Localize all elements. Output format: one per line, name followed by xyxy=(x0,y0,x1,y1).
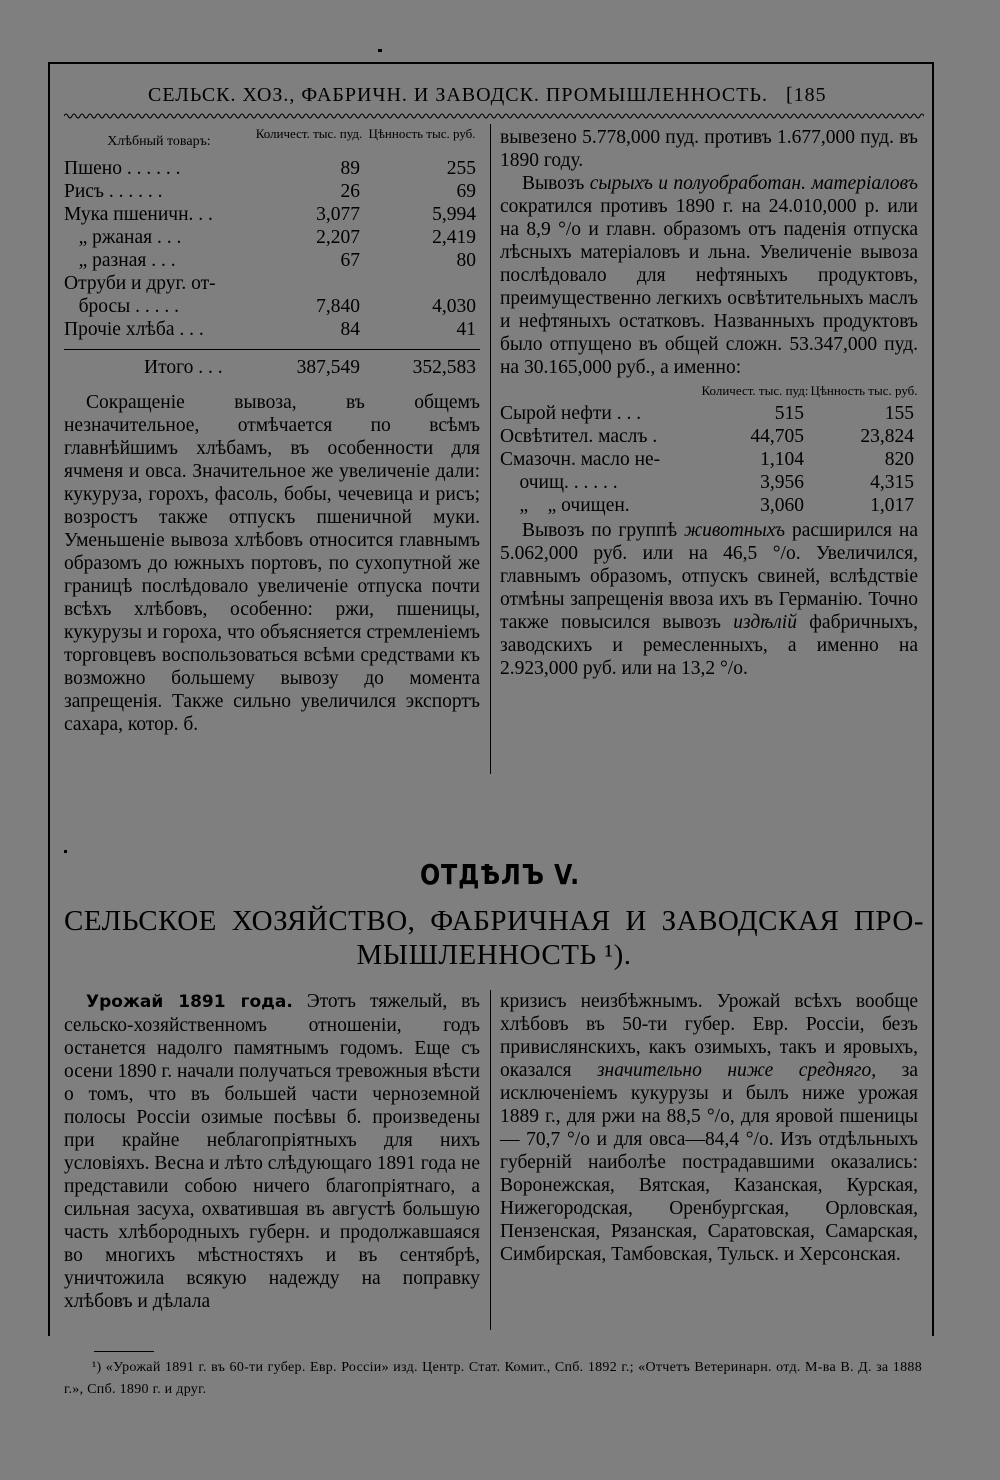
scan-dot xyxy=(64,850,67,853)
col-header-qty: Количест. тыс. пуд. xyxy=(255,126,363,141)
row-qty: 26 xyxy=(340,181,360,202)
total-qty: 387,549 xyxy=(296,357,360,378)
right-paragraph-2: Вывозъ по группѣ животныхъ расширился на 5.062,000 руб. или на 46,5 °/о. Увеличился, главнымъ образомъ, отпускъ свиней, вслѣдствіе отмѣны запрещенія ввоза ихъ въ Германію. Точно также повысился вывозъ издѣлій фабричныхъ, заводскихъ и ремесленныхъ, а именно на 2.923,000 руб. или на 13,2 °/о. xyxy=(500,520,918,679)
row-val: 4,030 xyxy=(432,296,476,317)
left-column-top xyxy=(64,126,480,736)
total-label: Итого . . . xyxy=(144,357,223,378)
oil-col-header-qty: Количест. тыс. пуд: xyxy=(701,383,809,398)
row-val: 255 xyxy=(446,158,476,179)
table-row xyxy=(64,203,480,226)
grain-table-header xyxy=(64,126,480,149)
oil-table-body xyxy=(500,402,918,517)
wavy-rule xyxy=(64,111,924,121)
table-row xyxy=(64,318,480,341)
row-qty: 1,104 xyxy=(760,449,804,470)
row-qty: 3,060 xyxy=(760,495,804,516)
scan-dot xyxy=(378,49,382,52)
row-name: „ ржаная . . . xyxy=(64,227,182,248)
table-row xyxy=(500,448,918,471)
table-row xyxy=(64,295,480,318)
row-name: Смазочн. масло не- xyxy=(500,449,661,470)
row-name: Освѣтител. маслъ . xyxy=(500,426,658,447)
page-number: [185 xyxy=(785,84,827,106)
row-name: „ „ очищен. xyxy=(500,495,630,516)
table-row xyxy=(500,494,918,517)
footnote xyxy=(64,1357,922,1401)
row-val: 2,419 xyxy=(432,227,476,248)
row-val: 4,315 xyxy=(870,472,914,493)
column-separator-bottom xyxy=(490,990,491,1330)
table-row xyxy=(64,249,480,272)
page-frame-right xyxy=(932,62,934,1336)
bottom-right-paragraph: кризисъ неизбѣжнымъ. Урожай всѣхъ вообще хлѣбовъ въ 50-ти губер. Евр. Россіи, безъ привислянскихъ, какъ озимыхъ, такъ и яровыхъ, оказался значительно ниже средняго, за исключеніемъ кукурузы и былъ ниже урожая 1889 г., для ржи на 88,5 °/о, для яровой пшеницы — 70,7 °/о и для овса—84,4 °/о. Изъ отдѣльныхъ губерній наиболѣе пострадавшими оказались: Воронежская, Вятская, Казанская, Курская, Нижегородская, Оренбургская, Орловская, Пензенская, Рязанская, Саратовская, Самарская, Симбирская, Тамбовская, Тульск. и Херсонская. xyxy=(500,991,919,1265)
section-heading: ОТДѢЛЪ V. xyxy=(419,858,581,891)
row-qty: 7,840 xyxy=(316,296,360,317)
section-title xyxy=(64,904,924,972)
table-row xyxy=(64,272,480,295)
row-val: 69 xyxy=(456,181,476,202)
row-qty: 3,077 xyxy=(316,204,360,225)
table-row xyxy=(500,402,918,425)
row-qty: 3,956 xyxy=(760,472,804,493)
col-header-val: Цѣнность тыс. руб. xyxy=(368,126,476,141)
row-qty: 89 xyxy=(340,158,360,179)
row-val xyxy=(360,272,476,295)
grain-table-rule xyxy=(64,349,480,350)
table-row xyxy=(64,157,480,180)
row-qty: 67 xyxy=(340,250,360,271)
row-qty: 84 xyxy=(340,319,360,340)
row-val: 41 xyxy=(456,319,476,340)
emphasis-text: издѣлій xyxy=(733,612,797,633)
right-column-top xyxy=(500,126,918,680)
right-paragraph-1: Вывозъ сырыхъ и полуобработан. матеріаловъ сократился противъ 1890 г. на 24.010,000 р. или на 8,9 °/о и главн. образомъ отъ паденія отпуска лѣсныхъ матеріаловъ и льна. Увеличеніе вывоза послѣдовало для нефтяныхъ продуктовъ, преимущественно легкихъ освѣтительныхъ маслъ и нефтяныхъ остатковъ. Названныхъ продуктовъ было отпущено въ общей сложн. 53.347,000 пуд. на 30.165,000 руб., а именно: xyxy=(500,173,918,378)
row-name: бросы . . . . . xyxy=(64,296,180,317)
right-column-bottom xyxy=(500,990,918,1266)
paragraph-heading: Урожай 1891 года. xyxy=(86,992,293,1012)
row-qty: 515 xyxy=(774,403,804,424)
col-header-name: Хлѣбный товаръ: xyxy=(107,134,211,149)
grain-table-total xyxy=(64,356,480,379)
table-row xyxy=(64,180,480,203)
row-name: Рисъ . . . . . . xyxy=(64,181,163,202)
left-column-bottom xyxy=(64,990,480,1313)
row-val: 23,824 xyxy=(860,426,914,447)
row-name: Сырой нефти . . . xyxy=(500,403,642,424)
row-val: 155 xyxy=(884,403,914,424)
emphasis-text: животныхъ xyxy=(683,520,786,541)
row-name: Прочіе хлѣба . . . xyxy=(64,319,204,340)
table-row xyxy=(500,471,918,494)
row-qty: 44,705 xyxy=(750,426,804,447)
row-name: очищ. . . . . . xyxy=(500,472,618,493)
running-header xyxy=(148,84,827,107)
row-qty: 2,207 xyxy=(316,227,360,248)
table-row xyxy=(500,425,918,448)
section-title-line-1: СЕЛЬСКОЕ ХОЗЯЙСТВО, ФАБРИЧНАЯ И ЗАВОДСКАЯ ПРО- xyxy=(64,905,924,937)
row-name: Отруби и друг. от- xyxy=(64,273,216,294)
emphasis-text: значительно ниже средняго, xyxy=(596,1060,877,1081)
column-separator-top xyxy=(490,124,491,774)
emphasis-text: сырыхъ и полуобработан. матеріаловъ xyxy=(589,173,918,194)
row-name: „ разная . . . xyxy=(64,250,176,271)
left-paragraph: Сокращеніе вывоза, въ общемъ незначительное, отмѣчается по всѣмъ главнѣйшимъ хлѣбамъ, въ особенности для ячменя и овса. Значительное же увеличеніе дали: кукуруза, горохъ, фасоль, бобы, чечевица и рисъ; возростъ также отпускъ пшеничной муки. Уменьшеніе вывоза хлѣбовъ относится главнымъ образомъ до южныхъ портовъ, по сухопутной же границѣ послѣдовало увеличеніе отпуска почти всѣхъ хлѣбовъ, особенно: ржи, пшеницы, кукурузы и гороха, что объясняется стремленіемъ торговцевъ воспользоваться всѣми средствами къ возможно большему вывозу до момента запрещенія. Также сильно увеличился экспортъ сахара, котор. б. xyxy=(64,392,480,735)
row-qty xyxy=(264,272,360,295)
table-row xyxy=(64,226,480,249)
oil-table-header xyxy=(500,383,918,398)
row-name: Мука пшеничн. . . xyxy=(64,204,213,225)
page-frame-top xyxy=(48,62,934,64)
section-title-line-2: МЫШЛЕННОСТЬ ¹). xyxy=(356,939,632,971)
row-val: 80 xyxy=(456,250,476,271)
header-title: СЕЛЬСК. ХОЗ., ФАБРИЧН. И ЗАВОДСК. ПРОМЫШЛЕННОСТЬ. xyxy=(148,84,768,106)
footnote-text: ¹) «Урожай 1891 г. въ 60-ти губер. Евр. Россіи» изд. Центр. Стат. Комит., Спб. 1892 г.; «Отчетъ Ветеринарн. отд. М-ва В. Д. за 1888 г.», Спб. 1890 г. и друг. xyxy=(64,1360,922,1397)
row-name: Пшено . . . . . . xyxy=(64,158,181,179)
row-val: 5,994 xyxy=(432,204,476,225)
grain-table-body xyxy=(64,157,480,341)
footnote-rule xyxy=(94,1351,154,1352)
page-frame-left xyxy=(48,62,50,1336)
row-val: 820 xyxy=(884,449,914,470)
row-val: 1,017 xyxy=(870,495,914,516)
oil-col-header-val: Цѣнность тыс. руб. xyxy=(810,383,918,398)
right-top-text: вывезено 5.778,000 пуд. противъ 1.677,000 пуд. въ 1890 году. xyxy=(500,127,918,171)
bottom-left-paragraph: Урожай 1891 года. Этотъ тяжелый, въ сельско-хозяйственномъ отношеніи, годъ останется надолго памятнымъ годомъ. Еще съ осени 1890 г. начали получаться тревожныя вѣсти о томъ, что въ большей части черноземной полосы Россіи озимые посѣвы б. произведены при крайне неблагопріятныхъ для нихъ условіяхъ. Весна и лѣто слѣдующаго 1891 года не представили собою ничего благопріятнаго, а сильная засуха, охватившая въ августѣ большую часть хлѣбородныхъ губерн. и продолжавшаяся во многихъ мѣстностяхъ и въ сентябрѣ, уничтожила всякую надежду на поправку хлѣбовъ и дѣлала xyxy=(64,991,480,1312)
total-val: 352,583 xyxy=(412,357,476,378)
